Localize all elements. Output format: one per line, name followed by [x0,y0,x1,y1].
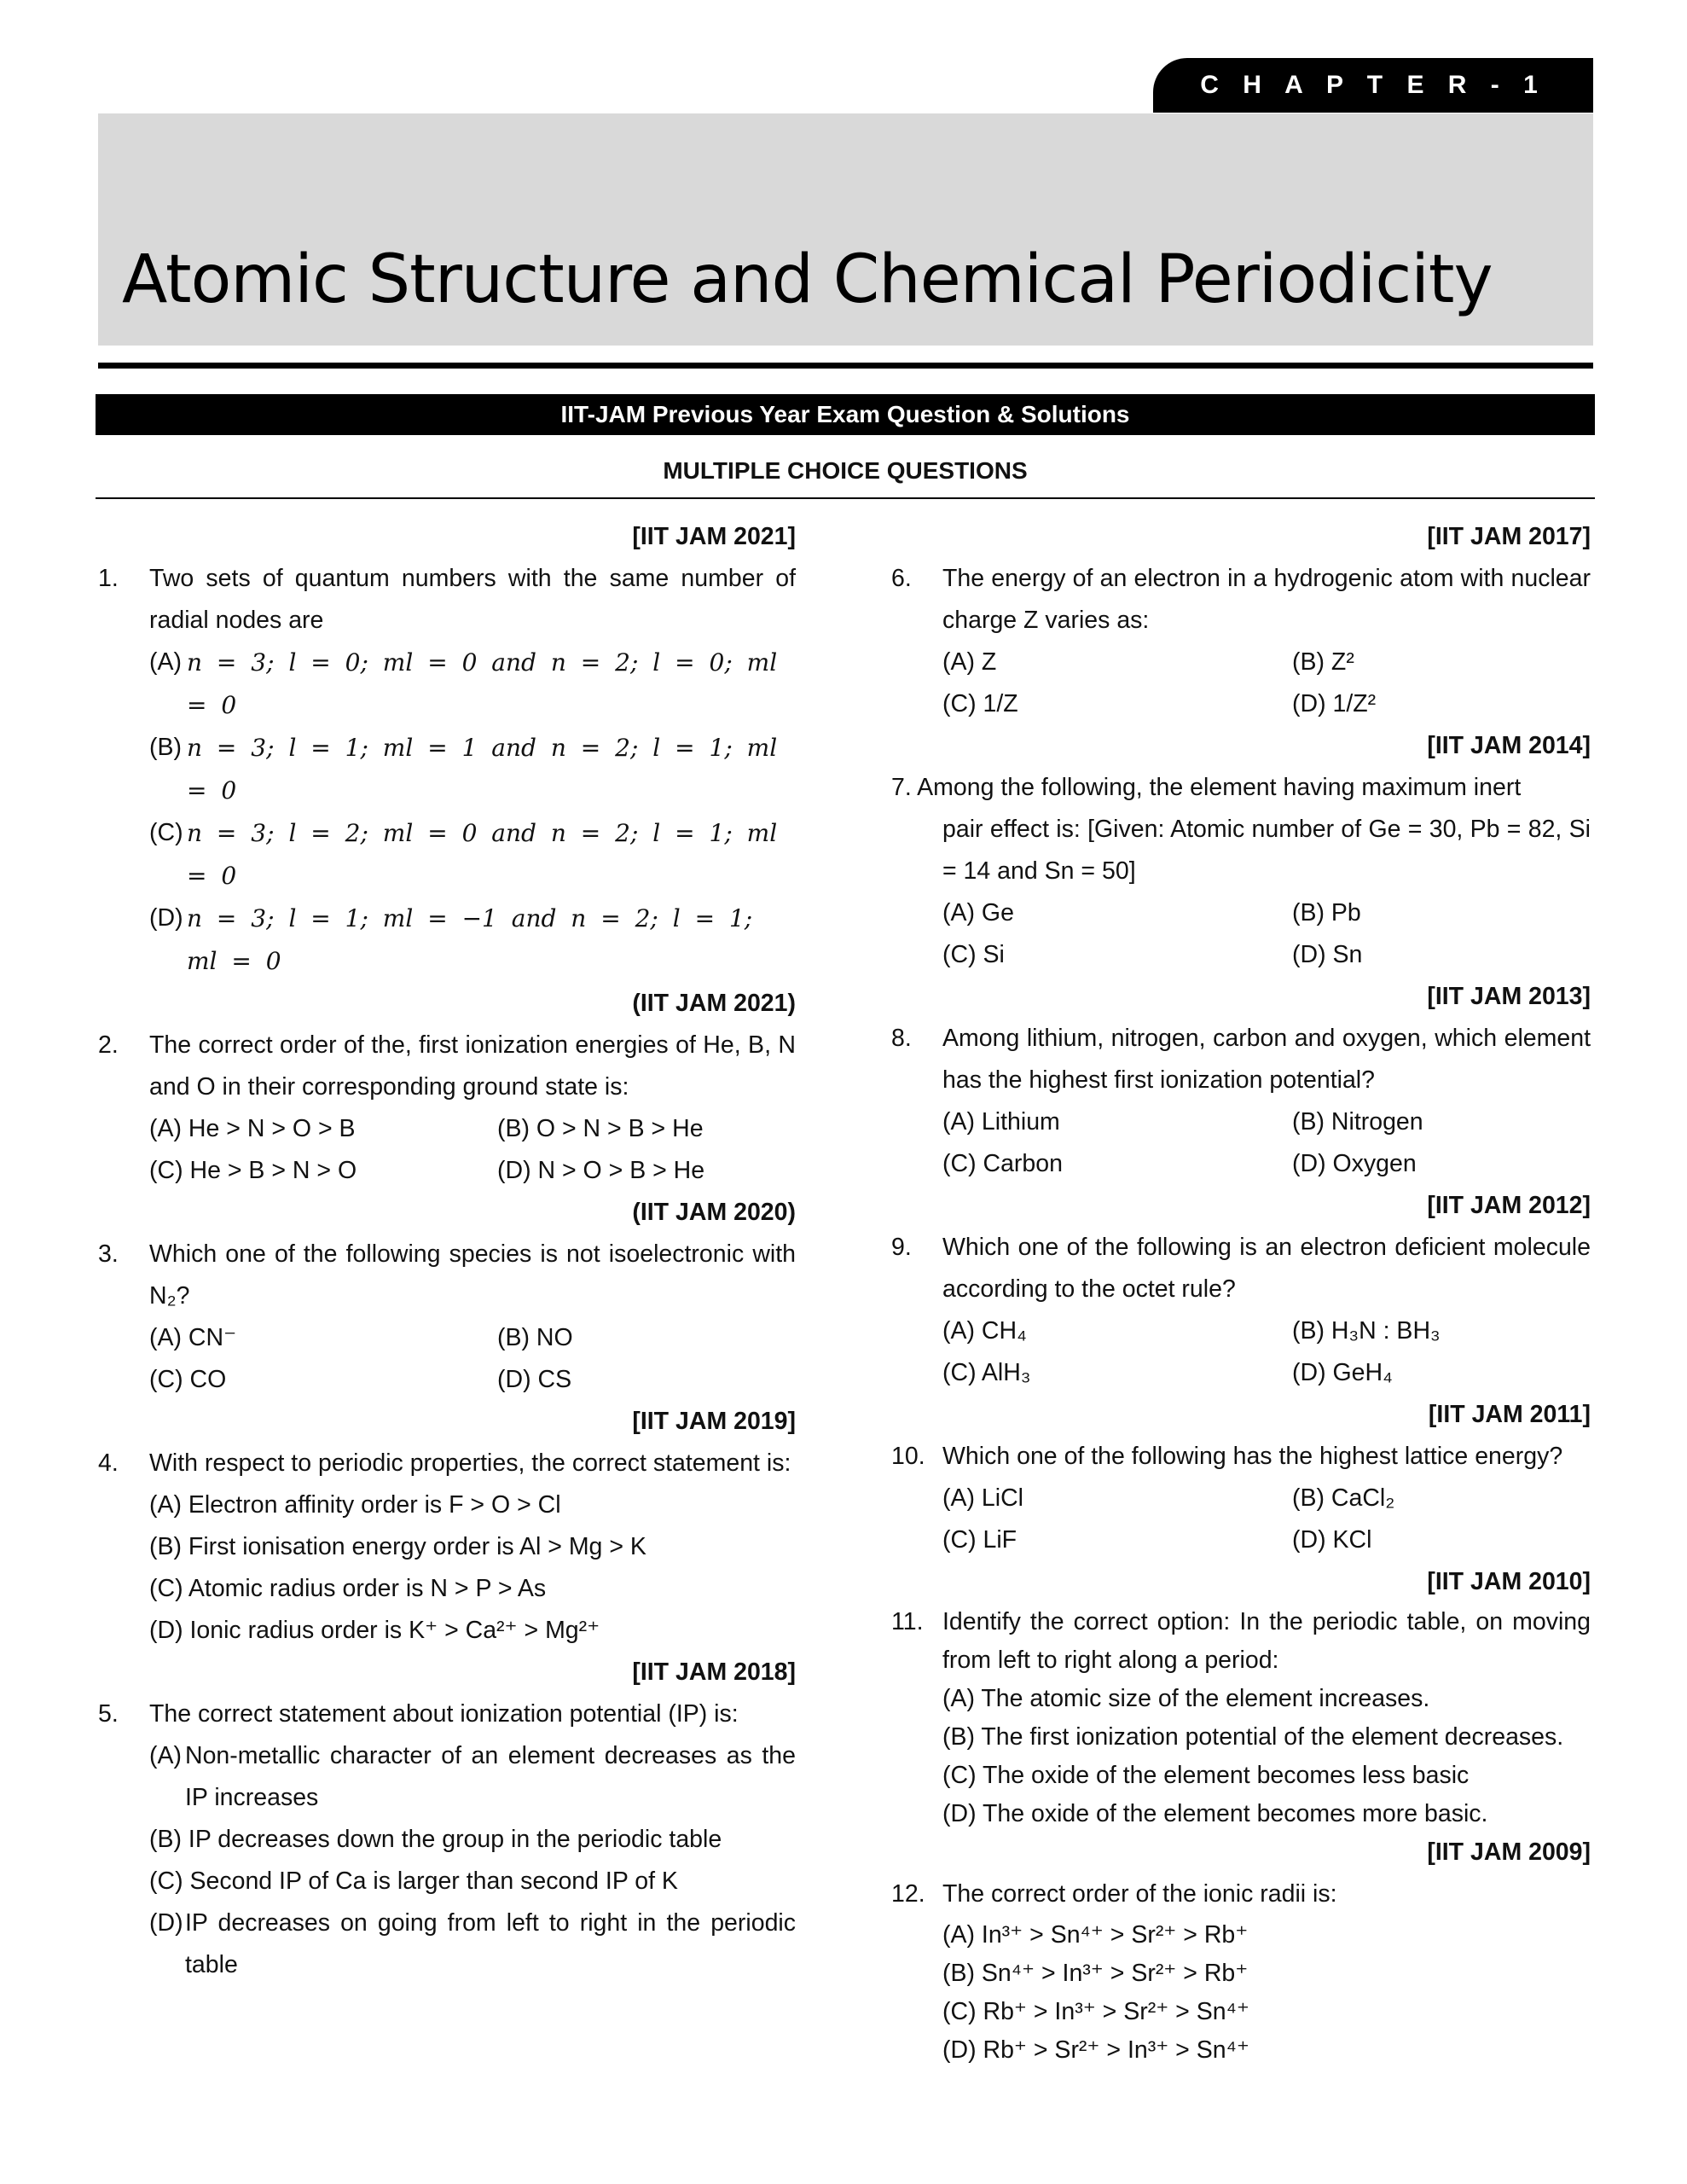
year-tag: [IIT JAM 2019] [632,1408,796,1435]
options-grid [891,892,1591,976]
question-number: 2. [98,1031,119,1059]
year-tag: [IIT JAM 2021] [632,523,796,550]
option-label: (A) [149,1742,182,1769]
option-text: n = 3; l = 1; ml = 1 and n = 2; l = 1; ml = 0 [187,734,778,804]
question-text: The correct order of the ionic radii is: [942,1880,1337,1908]
option-d: (D) GeH₄ [1292,1359,1393,1386]
option-d: (D) KCl [1292,1526,1372,1554]
option-text: n = 3; l = 0; ml = 0 and n = 2; l = 0; ml = 0 [187,648,778,719]
question-number: 5. [98,1700,119,1728]
option-label: (C) [149,819,183,846]
question-number: 1. [98,565,119,592]
option-text: Non-metallic character of an element decreases as the IP increases [185,1742,796,1811]
option-d [98,897,796,983]
question-7 [891,767,1591,809]
option-d: (D) CS [497,1366,572,1393]
option-a: (A) Electron affinity order is F > O > Cl [149,1491,561,1519]
option-text: IP decreases on going from left to right in the periodic table [185,1909,796,1978]
options-grid [891,1310,1591,1394]
option-b: (B) Sn⁴⁺ > In³⁺ > Sr²⁺ > Rb⁺ [942,1960,1249,1987]
question-text: Which one of the following has the highest lattice energy? [942,1443,1563,1470]
year-tag: (IIT JAM 2021) [632,990,796,1017]
question-text: The correct statement about ionization potential (IP) is: [149,1700,739,1728]
question-11 [891,1603,1591,1680]
option-b [98,727,796,812]
option-c: (C) 1/Z [942,690,1018,717]
options-grid [891,1101,1591,1185]
question-7-continued: pair effect is: [Given: Atomic number of Ge = 30, Pb = 82, Si = 14 and Sn = 50] [942,816,1591,885]
option-d: (D) Ionic radius order is K⁺ > Ca²⁺ > Mg²⁺ [149,1617,600,1644]
option-a: (A) LiCl [942,1484,1024,1512]
option-label: (A) [149,648,182,676]
question-text: The energy of an electron in a hydrogenic atom with nuclear charge Z varies as: [942,565,1591,634]
page-title: Atomic Structure and Chemical Periodicity [122,241,1493,318]
question-number: 6. [891,565,912,592]
option-text: n = 3; l = 2; ml = 0 and n = 2; l = 1; ml = 0 [187,819,778,890]
question-4 [98,1443,796,1484]
option-text: n = 3; l = 1; ml = −1 and n = 2; l = 1; ml = 0 [187,904,753,975]
question-number: 10. [891,1443,925,1470]
option-b: (B) NO [497,1324,573,1351]
options-grid [891,642,1591,725]
subsection-heading: MULTIPLE CHOICE QUESTIONS [663,457,1028,484]
option-label: (B) [149,734,182,761]
question-number: 12. [891,1880,925,1908]
question-text: The correct order of the, first ionization energies of He, B, N and O in their corresponding ground state is: [149,1031,796,1101]
question-text: Among the following, the element having maximum inert [917,774,1522,801]
option-d: (D) 1/Z² [1292,690,1377,717]
title-divider [98,363,1593,369]
option-c: (C) Second IP of Ca is larger than second IP of K [149,1867,678,1895]
question-1 [98,558,796,642]
right-column [891,516,1591,2070]
question-8 [891,1018,1591,1101]
question-12 [891,1872,1591,1916]
year-tag: [IIT JAM 2017] [1427,523,1591,550]
question-number: 7. [891,774,912,801]
question-6 [891,558,1591,642]
subsection-divider [96,497,1595,499]
option-b: (B) H₃N : BH₃ [1292,1317,1441,1345]
option-c: (C) The oxide of the element becomes less basic [942,1762,1470,1789]
option-a: (A) The atomic size of the element increases. [942,1685,1430,1712]
question-text: Identify the correct option: In the periodic table, on moving from left to right along a period: [942,1608,1591,1674]
year-tag: [IIT JAM 2010] [1427,1568,1591,1595]
question-text: Which one of the following is an electron deficient molecule according to the octet rule? [942,1234,1591,1303]
option-c [98,812,796,897]
option-c: (C) Atomic radius order is N > P > As [149,1575,547,1602]
option-c: (C) CO [149,1366,227,1393]
option-d: (D) Oxygen [1292,1150,1417,1177]
question-10 [891,1436,1591,1478]
year-tag: [IIT JAM 2012] [1427,1192,1591,1219]
option-a: (A) In³⁺ > Sn⁴⁺ > Sr²⁺ > Rb⁺ [942,1921,1249,1949]
question-number: 11. [891,1608,924,1635]
option-b: (B) CaCl₂ [1292,1484,1395,1512]
year-tag: [IIT JAM 2014] [1427,732,1591,759]
section-heading: IIT-JAM Previous Year Exam Question & Solutions [96,394,1595,435]
option-label: (D) [149,904,183,932]
option-b: (B) IP decreases down the group in the periodic table [149,1826,722,1853]
left-column [98,516,796,1986]
option-b: (B) Z² [1292,648,1354,676]
options-grid [891,1478,1591,1561]
question-text: Among lithium, nitrogen, carbon and oxygen, which element has the highest first ionization potential? [942,1025,1591,1094]
option-c: (C) AlH₃ [942,1359,1031,1386]
option-b: (B) O > N > B > He [497,1115,704,1142]
option-d: (D) The oxide of the element becomes more basic. [942,1800,1488,1827]
option-d: (D) Rb⁺ > Sr²⁺ > In³⁺ > Sn⁴⁺ [942,2036,1249,2064]
options-grid [98,1108,796,1192]
option-b: (B) The first ionization potential of the element decreases. [942,1723,1564,1751]
option-a: (A) CH₄ [942,1317,1027,1345]
option-label: (D) [149,1909,183,1937]
option-d [98,1902,796,1986]
year-tag: [IIT JAM 2011] [1428,1401,1591,1428]
question-text: With respect to periodic properties, the correct statement is: [149,1449,791,1477]
year-tag: [IIT JAM 2013] [1427,983,1591,1010]
option-a: (A) CN⁻ [149,1324,237,1351]
question-number: 3. [98,1240,119,1268]
question-2 [98,1025,796,1108]
title-banner [98,113,1593,346]
question-9 [891,1227,1591,1310]
year-tag: [IIT JAM 2009] [1427,1838,1591,1866]
option-a: (A) Ge [942,899,1014,926]
option-b: (B) Pb [1292,899,1361,926]
option-b: (B) First ionisation energy order is Al > Mg > K [149,1533,646,1560]
year-tag: (IIT JAM 2020) [632,1199,796,1226]
option-a [98,642,796,727]
option-c: (C) Rb⁺ > In³⁺ > Sr²⁺ > Sn⁴⁺ [942,1998,1249,2025]
option-a [98,1735,796,1819]
question-text: Which one of the following species is not isoelectronic with N₂? [149,1240,796,1310]
option-d: (D) N > O > B > He [497,1157,705,1184]
question-number: 4. [98,1449,119,1477]
option-d: (D) Sn [1292,941,1363,968]
option-c: (C) Carbon [942,1150,1063,1177]
option-c: (C) He > B > N > O [149,1157,357,1184]
option-b: (B) Nitrogen [1292,1108,1423,1136]
option-c: (C) LiF [942,1526,1017,1554]
chapter-label: C H A P T E R - 1 [1153,58,1593,113]
options-grid [98,1317,796,1401]
question-5 [98,1693,796,1735]
question-number: 9. [891,1234,912,1261]
option-c: (C) Si [942,941,1005,968]
year-tag: [IIT JAM 2018] [632,1658,796,1686]
question-number: 8. [891,1025,912,1052]
option-a: (A) Z [942,648,997,676]
question-3 [98,1234,796,1317]
option-a: (A) He > N > O > B [149,1115,356,1142]
option-a: (A) Lithium [942,1108,1060,1136]
question-text: Two sets of quantum numbers with the same number of radial nodes are [149,565,796,634]
